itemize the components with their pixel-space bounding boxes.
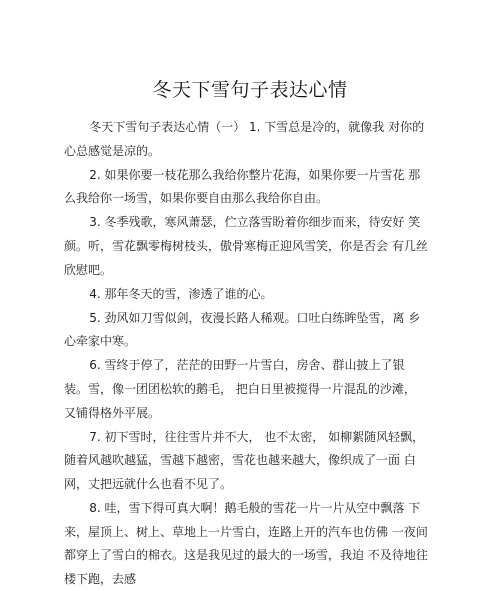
- paragraph-7: 7. 初下雪时，往往雪片并不大， 也不太密， 如柳絮随风轻飘， 随着风越吹越猛，雪越下越密，雪花也越来越大，像织成了一面 白网，丈把远就什么也看不见了。: [64, 429, 425, 491]
- paragraph-6: 6. 雪终于停了，茫茫的田野一片雪白，房舍、群山披上了银 装。雪，像一团团松软的鹅毛， 把白日里被搅得一片混乱的沙滩， 又铺得格外平展。: [64, 358, 416, 420]
- paragraph-2: 2. 如果你要一枝花那么我给你整片花海，如果你要一片雪花 那么我给你一场雪，如果你要自由那么我给你自由。: [64, 167, 421, 206]
- paragraph-1: 冬天下雪句子表达心情（一） 1. 下雪总是冷的，就像我 对你的心总感觉是凉的。: [64, 120, 425, 158]
- document-title: 冬天下雪句子表达心情: [152, 79, 348, 101]
- paragraph-5: 5. 劲风如刀雪似剑，夜漫长路人稀观。口吐白练眸坠雪，离 乡心牵家中寒。: [64, 310, 421, 349]
- document-body: [64, 116, 428, 591]
- paragraph-8: 8. 哇，雪下得可真大啊！鹅毛般的雪花一片一片从空中飘落 下来，屋顶上、树上、草地上一片雪白，连路上开的汽车也仿佛 一夜间都穿上了雪白的棉衣。这是我见过的最大的一场雪，我迫 不及待地往楼下跑，去感: [64, 501, 428, 586]
- paragraph-4: 4. 那年冬天的雪，渗透了谁的心。: [89, 286, 273, 301]
- paragraph-3: 3. 冬季残歌，寒风萧瑟，伫立落雪盼着你细步而来，待安好 笑颜。听，雪花飘零梅树枝头，傲骨寒梅正迎风雪笑，你是否会 有几丝欣慰吧。: [64, 215, 428, 277]
